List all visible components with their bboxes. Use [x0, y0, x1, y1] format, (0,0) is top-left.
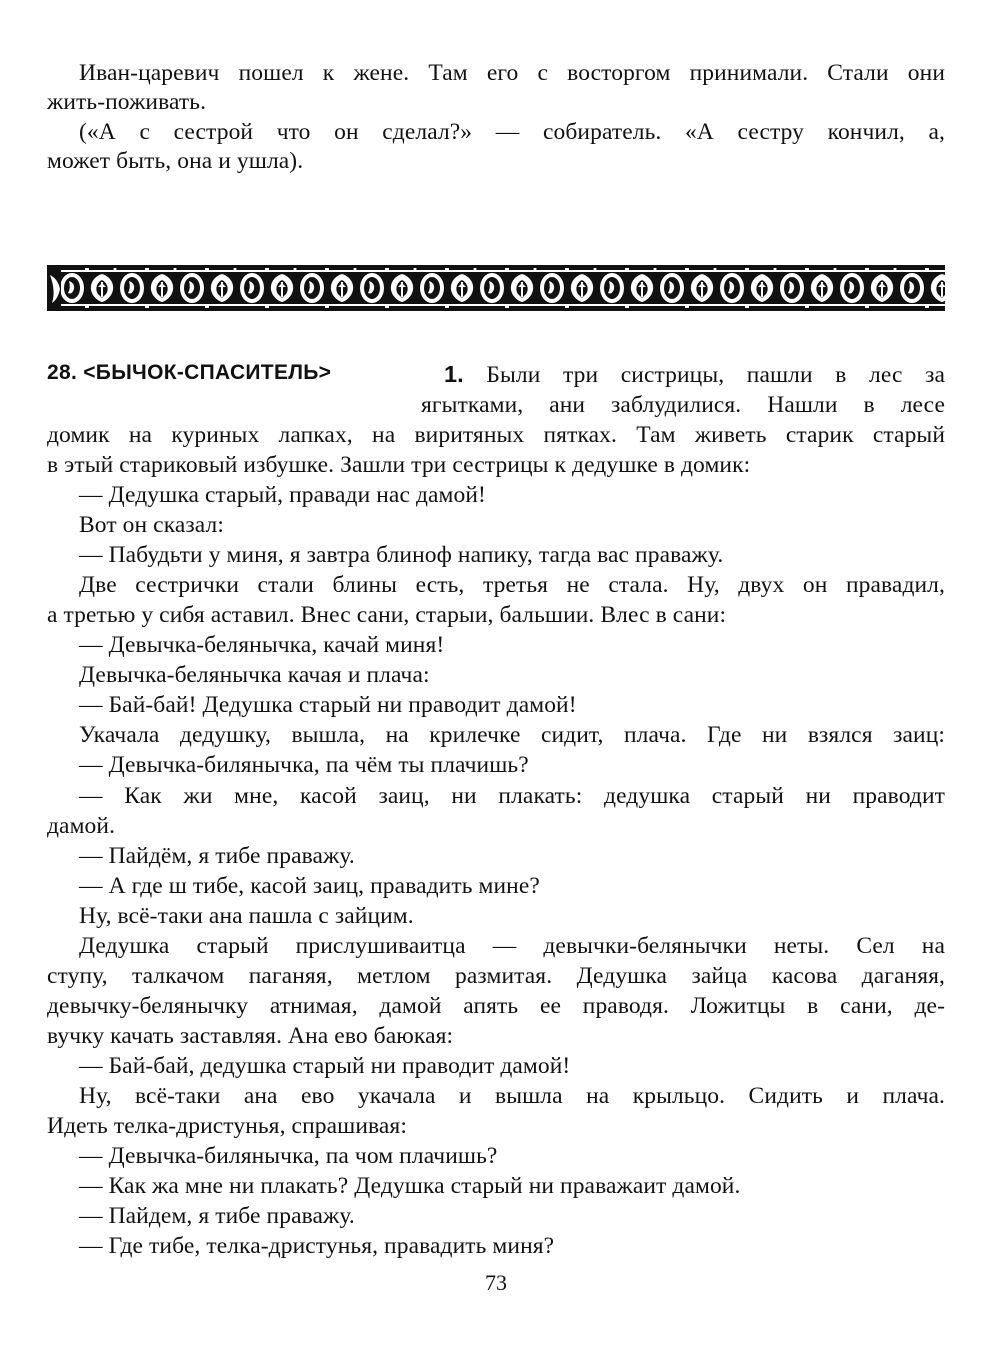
dialogue-line: — Где тибе, телка-дристунья, правадить миня? [79, 1233, 555, 1259]
first-paragraph-line [444, 359, 945, 390]
page-number: 73 [485, 1270, 507, 1295]
variant-number: 1. [444, 361, 464, 387]
paragraph-line: девычку-белянычку атнимая, дамой апять ее праводя. Ложитцы в сани, де- [47, 993, 945, 1019]
dialogue-line: — Как жи мне, касой заиц, ни плакать: дедушка старый ни праводит [79, 783, 945, 809]
dialogue-line: — Бай-бай, дедушка старый ни праводит дамой! [79, 1053, 571, 1079]
paragraph-line: Девычка-белянычка качая и плача: [79, 662, 430, 688]
paragraph-line: («А с сестрой что он сделал?» — собиратель. «А сестру кончил, а, [79, 119, 945, 145]
paragraph-line: дамой. [47, 813, 116, 839]
paragraph-line: может быть, она и ушла). [47, 148, 304, 174]
dialogue-line: — Девычка-билянычка, па чём ты плачишь? [79, 752, 529, 778]
dialogue-line: — Пайдем, я тибе праважу. [79, 1203, 355, 1229]
paragraph-line: жить-поживать. [47, 89, 207, 115]
paragraph-line: Ну, всё-таки ана ево укачала и вышла на крыльцо. Сидить и плача. [79, 1083, 945, 1109]
paragraph-line: Иван-царевич пошел к жене. Там его с восторгом принимали. Стали они [79, 60, 945, 86]
dialogue-line: — Пайдём, я тибе праважу. [79, 843, 355, 869]
paragraph-line: ягытками, ани заблудилися. Нашли в лесе [421, 392, 945, 418]
story-number: 28. [47, 361, 78, 384]
paragraph-line: Дедушка старый прислушиваитца — девычки-белянычки неты. Сел на [79, 933, 945, 959]
dialogue-line: — А где ш тибе, касой заиц, правадить мине? [79, 873, 540, 899]
paragraph-line: Ну, всё-таки ана пашла с зайцим. [79, 903, 414, 929]
paragraph-line: Укачала дедушку, вышла, на крилечке сидит, плача. Где ни взялся заиц: [79, 722, 945, 748]
decorative-ornament-band-icon [47, 265, 945, 311]
dialogue-line: — Бай-бай! Дедушка старый ни праводит дамой! [79, 692, 577, 718]
paragraph-line: вучку качать заставляя. Ана ево баюкая: [47, 1023, 454, 1049]
story-title: <БЫЧОК-СПАСИТЕЛЬ> [83, 361, 332, 384]
dialogue-line: — Девычка-билянычка, па чом плачишь? [79, 1143, 498, 1169]
dialogue-line: — Как жа мне ни плакать? Дедушка старый ни праважаит дамой. [79, 1173, 741, 1199]
paragraph-line: Две сестрички стали блины есть, третья не стала. Ну, двух он правадил, [79, 572, 945, 598]
dialogue-line: — Девычка-белянычка, качай миня! [79, 632, 445, 658]
paragraph-line: а третью у сибя аставил. Внес сани, старыи, бальшии. Влес в сани: [47, 602, 727, 628]
dialogue-line: — Пабудьти у миня, я завтра блиноф напику, тагда вас праважу. [79, 542, 724, 568]
paragraph-line: ступу, талкачом паганяя, метлом размитая. Дедушка зайца касова даганяя, [47, 963, 945, 989]
paragraph-line: домик на куриных лапках, на виритяных пятках. Там живеть старик старый [47, 422, 945, 448]
dialogue-line: — Дедушка старый, правади нас дамой! [79, 482, 486, 508]
story-heading [47, 358, 331, 388]
paragraph-line: Вот он сказал: [79, 512, 224, 538]
paragraph-line: Идеть телка-дристунья, спрашивая: [47, 1113, 407, 1139]
paragraph-line: в этый стариковый избушке. Зашли три сестрицы к дедушке в домик: [47, 452, 751, 478]
first-line-text: Были три систрицы, пашли в лес за [486, 362, 946, 388]
